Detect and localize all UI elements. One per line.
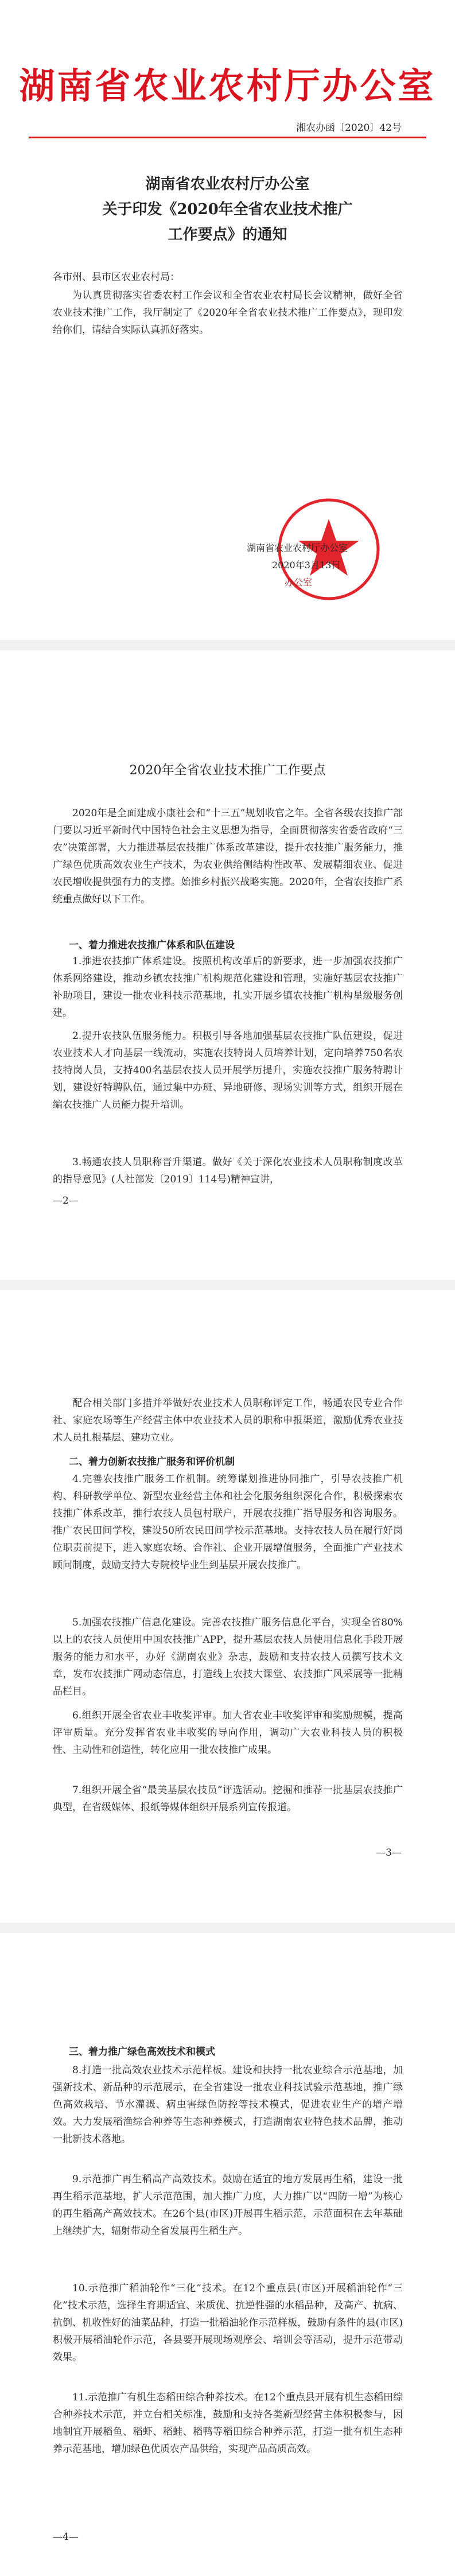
notice-title-line-2: 关于印发《2020年全省农业技术推广 <box>102 201 353 218</box>
section-heading-3: 三、着力推广绿色高效技术和模式 <box>69 2046 215 2058</box>
sign-organization: 湖南省农业农村厅办公室 <box>247 542 348 553</box>
item-11-paragraph: 11.示范推广有机生态稻田综合种养技术。在12个重点县开展有机生态稻田综合种养技术示范，并立台相关标准，鼓励和支持各类新型经营主体积极参与，因地制宜开展稻鱼、稻虾、稻蛙、稻鸭等稻田综合种养示范，打造一批有机生态种养示范基地，增加绿色优质农产品供给，实现产品高质高效。 <box>53 2392 403 2455</box>
item-3-paragraph: 3.畅通农技人员职称晋升渠道。做好《关于深化农业技术人员职称制度改革的指导意见》(人社部发〔2019〕114号)精神宣讲， <box>53 1157 403 1185</box>
page-break <box>0 640 455 650</box>
section-heading-1: 一、着力推进农技推广体系和队伍建设 <box>69 940 235 951</box>
item-10-paragraph: 10.示范推广稻油轮作“三化”技术。在12个重点县(市区)开展稻油轮作“三化”技术示范，选择生育期适宜、米质优、抗逆性强的水稻品种，及高产、抗病、抗倒、机收性好的油菜品种，打造一批稻油轮作示范样板，鼓励有条件的县(市区)积极开展稻油轮作示范，各县要开展现场观摩会、培训会等活动，提升示范带动效果。 <box>53 2283 403 2363</box>
notice-salutation: 各市州、县市区农业农村局： <box>53 271 180 283</box>
notice-title-line-1: 湖南省农业农村厅办公室 <box>145 176 310 193</box>
page-number-4: —4— <box>53 2531 79 2543</box>
notice-body: 为认真贯彻落实省委农村工作会议和全省农业农村局长会议精神，做好全省农业技术推广工作，我厅制定了《2020年全省农业技术推广工作要点》，现印发给你们，请结合实际认真抓好落实。 <box>53 290 403 336</box>
letterhead-title: 湖南省农业农村厅办公室 <box>19 65 436 107</box>
item-9-paragraph: 9.示范推广再生稻高产高效技术。鼓励在适宜的地方发展再生稻，建设一批再生稻示范基地，扩大示范范围，加大推广力度，大力推广以“四防一增”为核心的再生稻高产高效技术。在26个县(市区)开展再生稻示范，示范面积在去年基础上继续扩大，辐射带动全省发展再生稻生产。 <box>53 2174 403 2237</box>
page-number-2: —2— <box>53 1195 79 1206</box>
item-4-paragraph: 4.完善农技推广服务工作机制。统筹谋划推进协同推广，引导农技推广机构、科研教学单位、新型农业经营主体和社会化服务组织深化合作，积极探索农技推广体系改革，推行农技人员包村联户，开展农技推广指导服务和咨询服务。推广农民田间学校，建设50所农民田间学校示范基地。支持农技人员在履行好岗位职责前提下，进入家庭农场、合作社、企业开展增值服务，全面推广产业技术顾问制度，鼓励支持大专院校毕业生到基层开展农技推广。 <box>53 1473 403 1571</box>
sign-date: 2020年3月13日 <box>272 560 341 571</box>
page-break <box>0 1280 455 1290</box>
section-heading-2: 二、着力创新农技推广服务和评价机制 <box>69 1456 235 1468</box>
notice-title-line-3: 工作要点》的通知 <box>168 226 287 243</box>
seal-label: 办公室 <box>285 577 313 588</box>
item-7-paragraph: 7.组织开展全省“最美基层农技员”评选活动。挖掘和推荐一批基层农技推广典型，在省级媒体、报纸等媒体组织开展系列宣传报道。 <box>53 1784 403 1813</box>
red-divider <box>29 137 426 138</box>
item-3-continued: 配合相关部门多措并举做好农业技术人员职称评定工作，畅通农民专业合作社、家庭农场等生产经营主体中农业技术人员的职称申报渠道，激励优秀农业技术人员扎根基层、建功立业。 <box>53 1398 403 1444</box>
document-number: 湘农办函〔2020〕42号 <box>296 122 402 134</box>
item-6-paragraph: 6.组织开展全省农业丰收奖评审。加大省农业丰收奖评审和奖励规模，提高评审质量。充分发挥省农业丰收奖的导向作用，调动广大农业科技人员的积极性、主动性和创造性，转化应用一批农技推广成果。 <box>53 1710 403 1756</box>
item-1-paragraph: 1.推进农技推广体系建设。按照机构改革后的新要求，进一步加强农技推广体系网络建设，推动乡镇农技推广机构规范化建设和管理，实施好基层农技推广补助项目，建设一批农业科技示范基地，扎实开展乡镇农技推广机构星级服务创建。 <box>53 956 403 1019</box>
item-5-paragraph: 5.加强农技推广信息化建设。完善农技推广服务信息化平台，实现全省80%以上的农技人员使用中国农技推广APP，提升基层农技人员使用信息化手段开展服务的能力和水平，办好《湖南农业》杂志，鼓励和支持农技人员撰写技术文章，发布农技推广网动态信息，打造线上农技大课堂、农技推广风采展等一批精品栏目。 <box>53 1617 403 1697</box>
page-number-3: —3— <box>376 1847 402 1859</box>
document-title: 2020年全省农业技术推广工作要点 <box>129 763 326 778</box>
item-2-paragraph: 2.提升农技队伍服务能力。积极引导各地加强基层农技推广队伍建设，促进农业技术人才向基层一线流动，实施农技特岗人员培养计划，定向培养750名农技特岗人员，支持400名基层农技人员开展学历提升，实施农技推广服务特聘计划，建设好特聘队伍，通过集中办班、异地研修、现场实训等方式，组织开展在编农技推广人员能力提升培训。 <box>53 1030 403 1111</box>
item-8-paragraph: 8.打造一批高效农业技术示范样板。建设和扶持一批农业综合示范基地，加强新技术、新品种的示范展示，在全省建设一批农业科技试验示范基地，推广绿色高效栽培、节水灌溉、病虫害绿色防控等技术模式，促进农业生产的增产增效。大力发展稻渔综合种养等生态种养模式，打造湖南农业特色技术品牌，推动一批新技术落地。 <box>53 2065 403 2145</box>
page-break <box>0 1923 455 1933</box>
intro-paragraph: 2020年是全面建成小康社会和“十三五”规划收官之年。全省各级农技推广部门要以习近平新时代中国特色社会主义思想为指导，全面贯彻落实省委省政府“三农”决策部署，大力推进基层农技推广体系改革建设，提升农技推广服务能力，推广绿色优质高效农业生产技术，为农业供给侧结构性改革、发展精细农业、促进农民增收提供强有力的支撑。始推乡村振兴战略实施。2020年，全省农技推广系统重点做好以下工作。 <box>53 808 403 905</box>
